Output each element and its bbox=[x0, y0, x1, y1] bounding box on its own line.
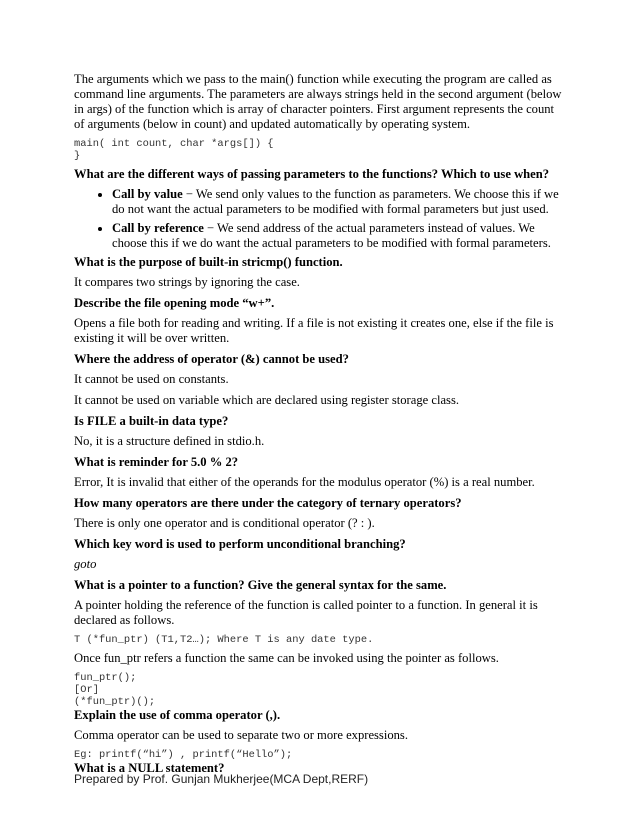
bullet-term: Call by value bbox=[112, 187, 183, 201]
answer-address-1: It cannot be used on constants. bbox=[74, 372, 229, 386]
question-keyword: Which key word is used to perform unconditional branching? bbox=[74, 537, 406, 551]
code-main-line-2: } bbox=[74, 150, 81, 162]
bullet-text: − We send only values to the function as parameters. We choose this if we do not want the actual parameters to be modified with formal parameters but just used. bbox=[112, 187, 559, 216]
question-null-statement: What is a NULL statement? bbox=[74, 761, 225, 775]
bullet-text: − We send address of the actual parameters instead of values. We choose this if we do want the actual parameters to be modified with formal parameters. bbox=[112, 221, 551, 250]
question-reminder: What is reminder for 5.0 % 2? bbox=[74, 455, 239, 469]
bullet-term: Call by reference bbox=[112, 221, 204, 235]
question-comma-operator: Explain the use of comma operator (,). bbox=[74, 708, 281, 722]
question-ternary: How many operators are there under the category of ternary operators? bbox=[74, 496, 462, 510]
code-invoke-line-2: [Or] bbox=[74, 684, 99, 696]
answer-stricmp: It compares two strings by ignoring the case. bbox=[74, 275, 300, 289]
answer-keyword: goto bbox=[74, 557, 97, 571]
document-page bbox=[74, 72, 562, 781]
answer-ternary: There is only one operator and is conditional operator (? : ). bbox=[74, 516, 375, 530]
list-item bbox=[112, 187, 562, 217]
code-invoke-line-1: fun_ptr(); bbox=[74, 672, 137, 684]
list-item bbox=[112, 221, 562, 251]
question-file-type: Is FILE a built-in data type? bbox=[74, 414, 229, 428]
question-passing-parameters: What are the different ways of passing parameters to the functions? Which to use when? bbox=[74, 167, 550, 181]
answer-address-2: It cannot be used on variable which are declared using register storage class. bbox=[74, 393, 460, 407]
code-main-line-1: main( int count, char *args[]) { bbox=[74, 138, 274, 150]
answer-file-type: No, it is a structure defined in stdio.h. bbox=[74, 434, 265, 448]
code-comma-example: Eg: printf(“hi”) , printf(“Hello”); bbox=[74, 749, 293, 761]
answer-comma-operator: Comma operator can be used to separate two or more expressions. bbox=[74, 728, 408, 742]
question-stricmp: What is the purpose of built-in stricmp() function. bbox=[74, 255, 343, 269]
code-pointer-syntax: T (*fun_ptr) (T1,T2…); Where T is any date type. bbox=[74, 634, 374, 646]
answer-function-pointer: A pointer holding the reference of the function is called pointer to a function. In general it is declared as follows. bbox=[74, 598, 538, 627]
question-function-pointer: What is a pointer to a function? Give the general syntax for the same. bbox=[74, 578, 447, 592]
intro-paragraph: The arguments which we pass to the main() function while executing the program are called as command line arguments. The parameters are always strings held in the second argument (below in args) of the function which is array of character pointers. First argument represents the count of arguments (below in count) and updated automatically by operating system. bbox=[74, 72, 562, 131]
answer-wplus: Opens a file both for reading and writing. If a file is not existing it creates one, else if the file is existing it will be over written. bbox=[74, 316, 554, 345]
code-invoke-line-3: (*fun_ptr)(); bbox=[74, 696, 156, 708]
question-address-operator: Where the address of operator (&) cannot be used? bbox=[74, 352, 349, 366]
question-wplus: Describe the file opening mode “w+”. bbox=[74, 296, 275, 310]
parameter-passing-list bbox=[74, 187, 562, 251]
answer-function-pointer-2: Once fun_ptr refers a function the same can be invoked using the pointer as follows. bbox=[74, 651, 499, 665]
page-footer: Prepared by Prof. Gunjan Mukherjee(MCA Dept,RERF) bbox=[74, 772, 369, 786]
answer-reminder: Error, It is invalid that either of the operands for the modulus operator (%) is a real number. bbox=[74, 475, 535, 489]
